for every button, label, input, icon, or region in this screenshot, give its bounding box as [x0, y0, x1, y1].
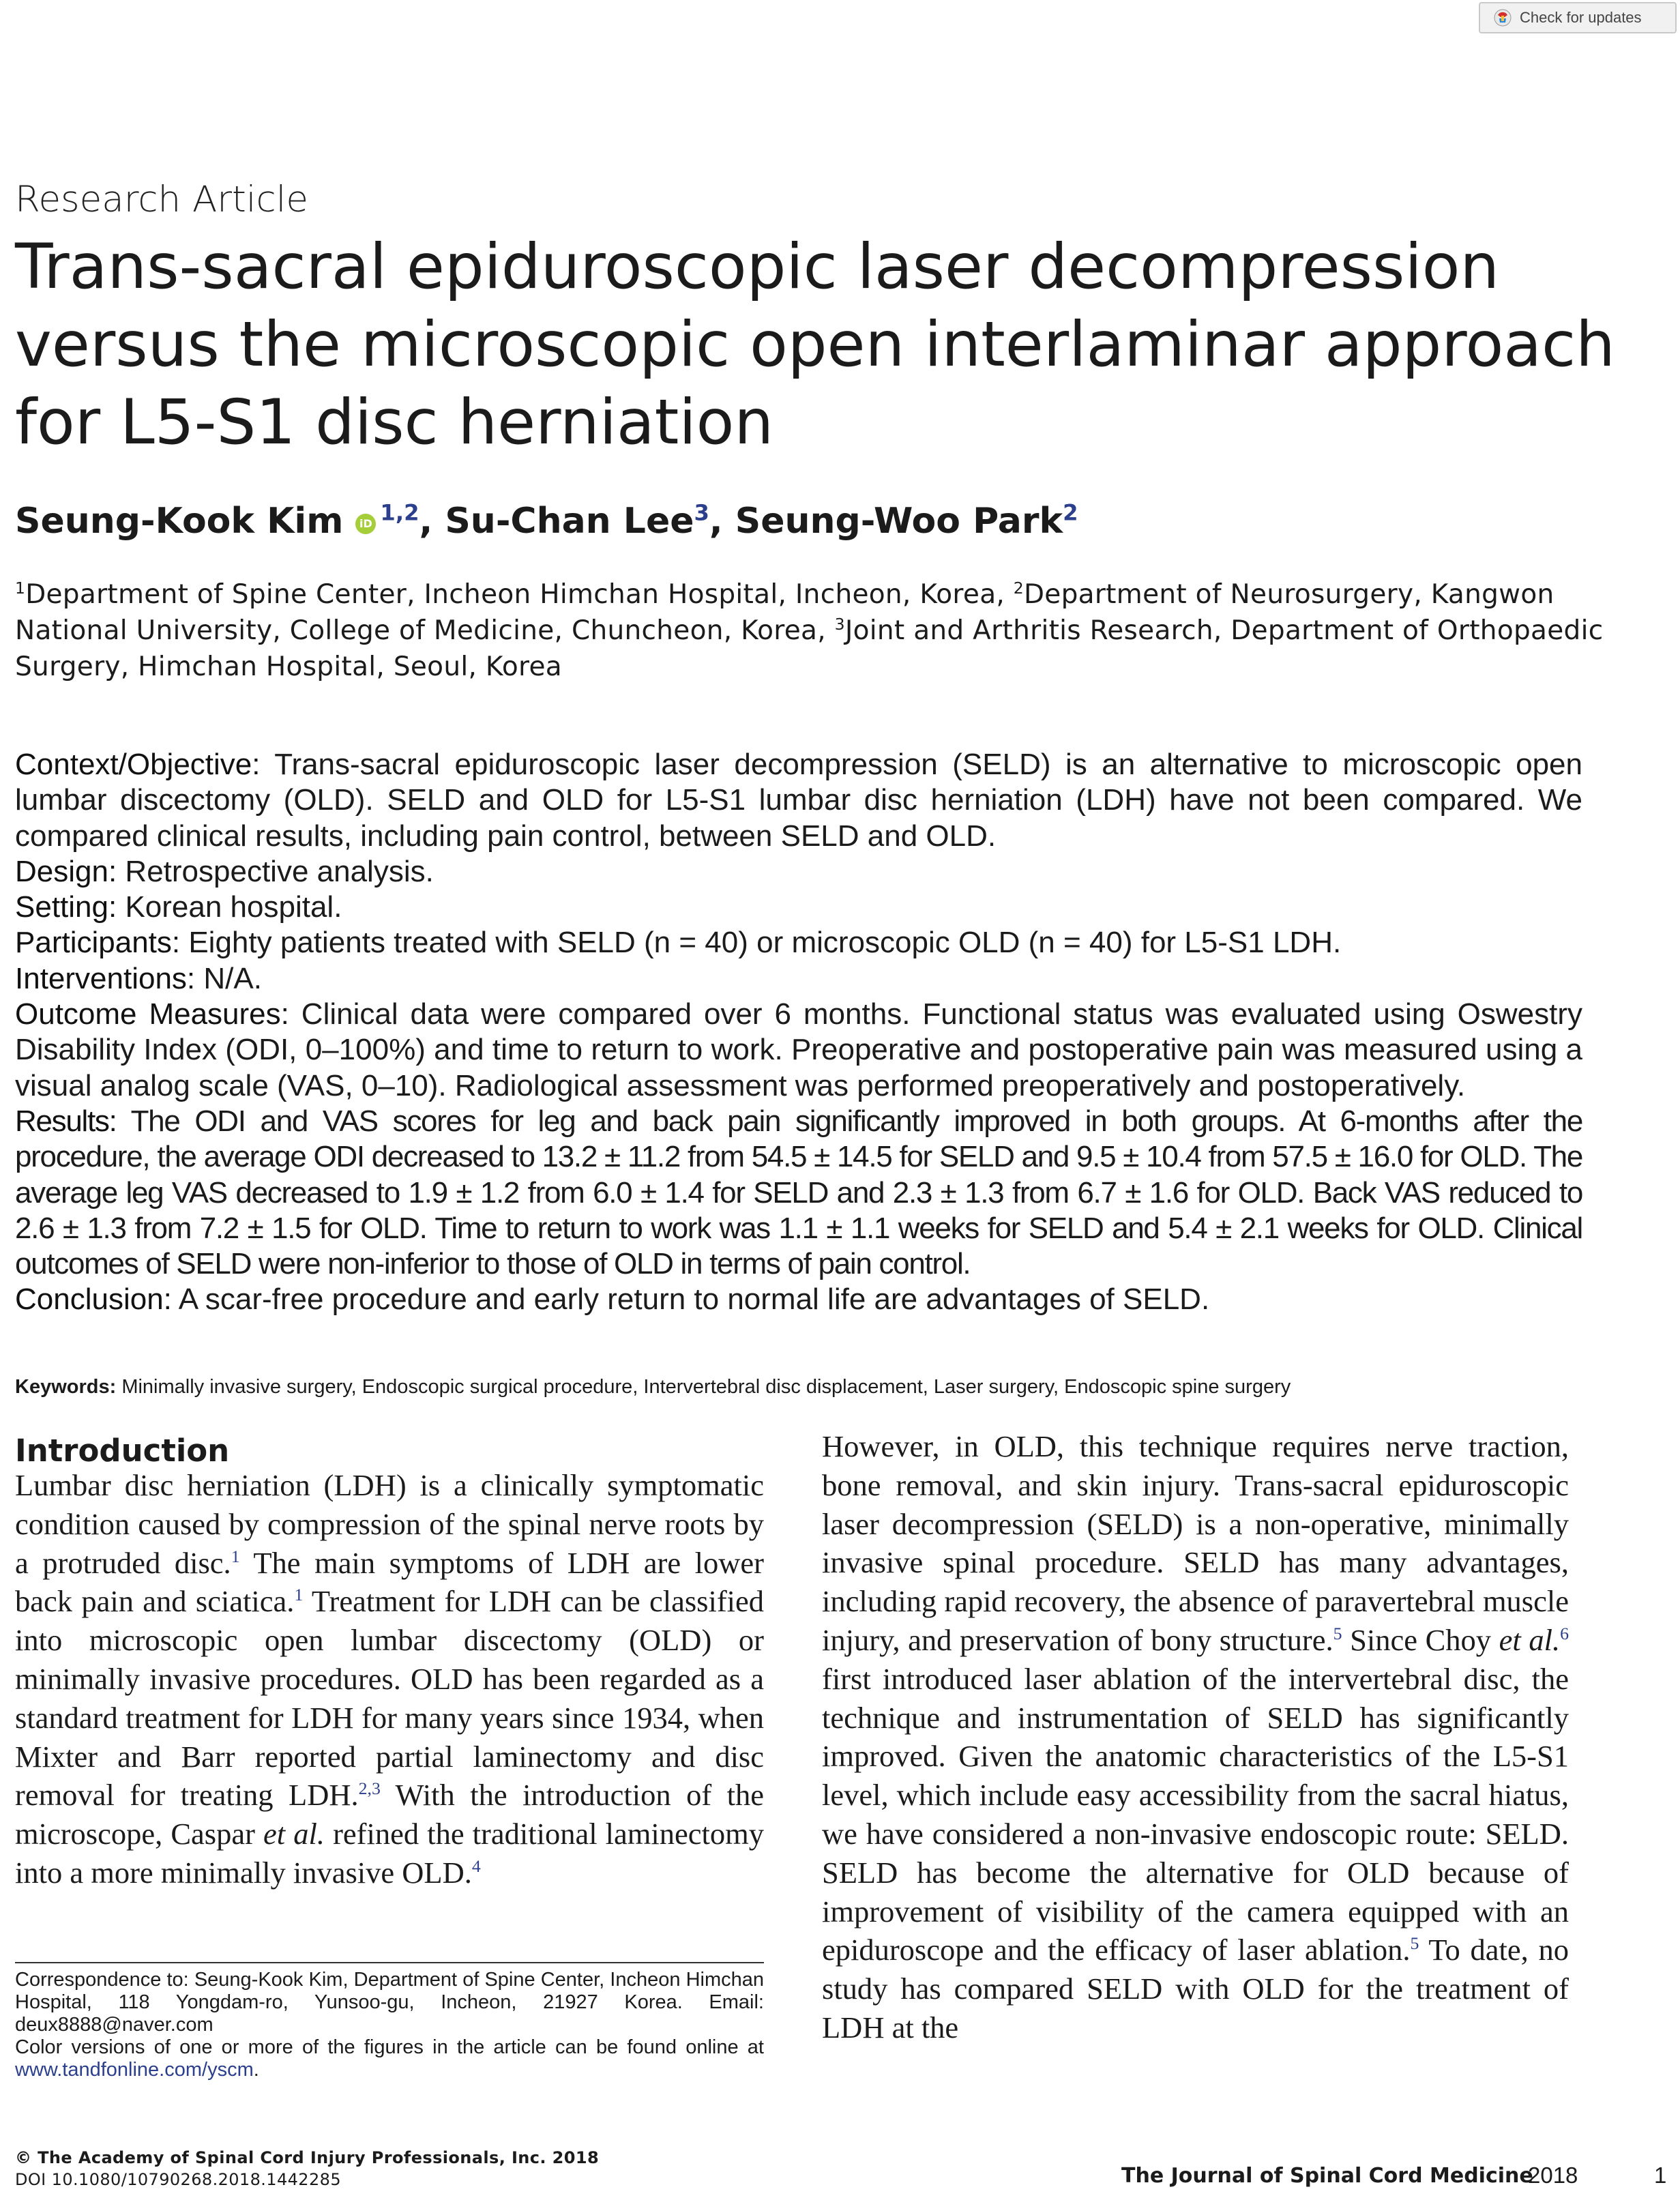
body-text: The main symptoms of LDH are lower back pain and sciatica. — [15, 1545, 765, 1619]
abstract-label: Conclusion: — [15, 1283, 172, 1317]
abstract-text: Clinical data were compared over 6 months. Functional status was evaluated using Oswestry Disability Index (ODI, 0–100%) and time to return to work. Preoperative and postoperative pain was measured using a visual analog scale (VAS, 0–10). Radiological assessment was performed preoperatively and postoperatively. — [15, 997, 1582, 1102]
citation-link[interactable]: 4 — [471, 1856, 481, 1877]
color-versions-note — [15, 2036, 764, 2081]
abstract-label: Design: — [15, 854, 117, 888]
abstract-text: The ODI and VAS scores for leg and back pain significantly improved in both groups. At 6-months after the procedure, the average ODI decreased to 13.2 ± 11.2 from 54.5 ± 14.5 for SELD and 9.5 ± 10.4 from 57.5 ± 16.0 for OLD. The average leg VAS decreased to 1.9 ± 1.2 from 6.0 ± 1.4 for SELD and 2.3 ± 1.3 from 6.7 ± 1.6 for OLD. Back VAS reduced to 2.6 ± 1.3 from 7.2 ± 1.5 for OLD. Time to return to work was 1.1 ± 1.1 weeks for SELD and 5.4 ± 2.1 weeks for OLD. Clinical outcomes of SELD were non-inferior to those of OLD in terms of pain control. — [15, 1104, 1582, 1281]
body-text: With the introduction of the microscope, Caspar — [15, 1778, 764, 1851]
abstract-design — [15, 854, 1582, 890]
article-title: Trans-sacral epiduroscopic laser decompression versus the microscopic open interlaminar approach for L5-S1 disc herniation — [15, 231, 1615, 458]
affiliation-text: Department of Spine Center, Incheon Himchan Hospital, Incheon, Korea, — [25, 579, 1014, 610]
citation-link[interactable]: 5 — [1410, 1933, 1419, 1954]
section-heading: Introduction — [15, 1433, 230, 1469]
author-affiliation-ref: 1,2 — [380, 499, 419, 526]
abstract-text: Eighty patients treated with SELD (n = 40) or microscopic OLD (n = 40) for L5-S1 LDH. — [180, 926, 1342, 960]
abstract-text: Trans-sacral epiduroscopic laser decompression (SELD) is an alternative to microscopic open lumbar discectomy (OLD). SELD and OLD for L5-S1 lumbar disc herniation (LDH) have not been compared. We compared clinical results, including pain control, between SELD and OLD. — [15, 748, 1582, 853]
keywords-text: Minimally invasive surgery, Endoscopic surgical procedure, Intervertebral disc displacement, Laser surgery, Endoscopic spine surgery — [116, 1376, 1291, 1398]
author-name: Su-Chan Lee — [445, 501, 694, 542]
body-text: first introduced laser ablation of the intervertebral disc, the technique and instrumentation of SELD has significantly improved. Given the anatomic characteristics of the L5-S1 level, which include easy accessibility from the sacral hiatus, we have considered a non-invasive endoscopic route: SELD. SELD has become the alternative for OLD because of improvement of visibility of the camera equipped with an epiduroscope and the efficacy of laser ablation. — [822, 1661, 1569, 1967]
body-column-left — [15, 1466, 764, 1892]
abstract-text: Korean hospital. — [117, 890, 342, 924]
correspondence-note — [15, 1969, 764, 2081]
journal-link[interactable]: www.tandfonline.com/yscm — [15, 2059, 254, 2081]
abstract-label: Participants: — [15, 926, 181, 960]
doi[interactable]: DOI 10.1080/10790268.2018.1442285 — [15, 2170, 341, 2189]
citation-link[interactable]: 1 — [231, 1546, 240, 1566]
abstract-participants — [15, 925, 1582, 961]
body-text: To date, no study has compared SELD with OLD for the treatment of LDH at the — [822, 1933, 1569, 2045]
body-text: Lumbar disc herniation (LDH) is a clinically symptomatic condition caused by compression of the spinal nerve roots by a protruded disc. — [15, 1468, 764, 1580]
affiliation-number: 3 — [834, 615, 845, 634]
keywords-label: Keywords: — [15, 1376, 117, 1398]
publication-year: 2018 — [1528, 2163, 1578, 2188]
body-column-right — [822, 1427, 1569, 2047]
correspondence-text: Correspondence to: Seung-Kook Kim, Department of Spine Center, Incheon Himchan Hospital, 118 Yongdam-ro, Yunsoo-gu, Incheon, 21927 Korea. Email: deux8888@naver.com — [15, 1969, 764, 2036]
copyright: © The Academy of Spinal Cord Injury Professionals, Inc. 2018 — [15, 2148, 600, 2167]
abstract-text: Retrospective analysis. — [117, 854, 434, 888]
author-name: Seung-Kook Kim — [15, 501, 344, 542]
body-text-italic: et al. — [263, 1817, 325, 1851]
abstract — [15, 747, 1582, 1318]
affiliation-text: Department of Neurosurgery, Kangwon National University, College of Medicine, Chuncheon, Korea, — [15, 579, 1554, 646]
footnote-text: Color versions of one or more of the figures in the article can be found online at — [15, 2036, 764, 2058]
footnote-text: . — [253, 2059, 259, 2081]
footnote-divider — [15, 1962, 764, 1963]
affiliation-number: 1 — [15, 578, 26, 598]
body-text: However, in OLD, this technique requires nerve traction, bone removal, and skin injury. Trans-sacral epiduroscopic laser decompression (SELD) is a non-operative, minimally invasive spinal procedure. SELD has many advantages, including rapid recovery, the absence of paravertebral muscle injury, and preservation of bony structure. — [822, 1429, 1569, 1657]
author-list — [15, 501, 1078, 542]
body-text: Since Choy — [1342, 1622, 1499, 1657]
abstract-label: Outcome Measures: — [15, 997, 289, 1031]
affiliation-text: Joint and Arthritis Research, Department of Orthopaedic Surgery, Himchan Hospital, Seoul, Korea — [15, 615, 1604, 682]
abstract-results — [15, 1104, 1582, 1282]
author-separator: , — [709, 501, 735, 542]
body-text: refined the traditional laminectomy into a more minimally invasive OLD. — [15, 1817, 764, 1890]
orcid-icon[interactable]: iD — [355, 514, 376, 534]
crossmark-icon — [1494, 9, 1512, 27]
author-affiliation-ref: 3 — [694, 499, 709, 526]
journal-name: The Journal of Spinal Cord Medicine — [1121, 2164, 1533, 2188]
check-for-updates-button[interactable] — [1479, 2, 1677, 33]
author-affiliation-ref: 2 — [1063, 499, 1078, 526]
abstract-setting — [15, 890, 1582, 925]
abstract-label: Interventions: — [15, 961, 196, 995]
abstract-text: N/A. — [195, 961, 262, 995]
page-number: 1 — [1654, 2163, 1667, 2188]
article-type: Research Article — [15, 179, 308, 220]
citation-link[interactable]: 5 — [1333, 1624, 1342, 1644]
abstract-label: Setting: — [15, 890, 117, 924]
affiliation-number: 2 — [1013, 578, 1024, 598]
author-name: Seung-Woo Park — [735, 501, 1063, 542]
citation-link[interactable]: 1 — [294, 1585, 304, 1605]
author-separator: , — [419, 501, 445, 542]
abstract-outcome — [15, 997, 1582, 1104]
check-for-updates-label: Check for updates — [1520, 9, 1642, 26]
citation-link[interactable]: 6 — [1560, 1624, 1569, 1644]
abstract-interventions — [15, 961, 1582, 997]
abstract-label: Context/Objective: — [15, 748, 261, 781]
abstract-context — [15, 747, 1582, 854]
body-text-italic: et al. — [1499, 1622, 1561, 1657]
citation-link[interactable]: 2,3 — [358, 1778, 381, 1799]
abstract-label: Results: — [15, 1104, 117, 1138]
keywords — [15, 1376, 1291, 1398]
abstract-text: A scar-free procedure and early return to normal life are advantages of SELD. — [171, 1283, 1210, 1317]
affiliations — [15, 576, 1666, 685]
body-text: Treatment for LDH can be classified into microscopic open lumbar discectomy (OLD) or minimally invasive procedures. OLD has been regarded as a standard treatment for LDH for many years since 1934, when Mixter and Barr reported partial laminectomy and disc removal for treating LDH. — [15, 1584, 764, 1813]
footer-left — [15, 2147, 599, 2190]
abstract-conclusion — [15, 1282, 1582, 1317]
